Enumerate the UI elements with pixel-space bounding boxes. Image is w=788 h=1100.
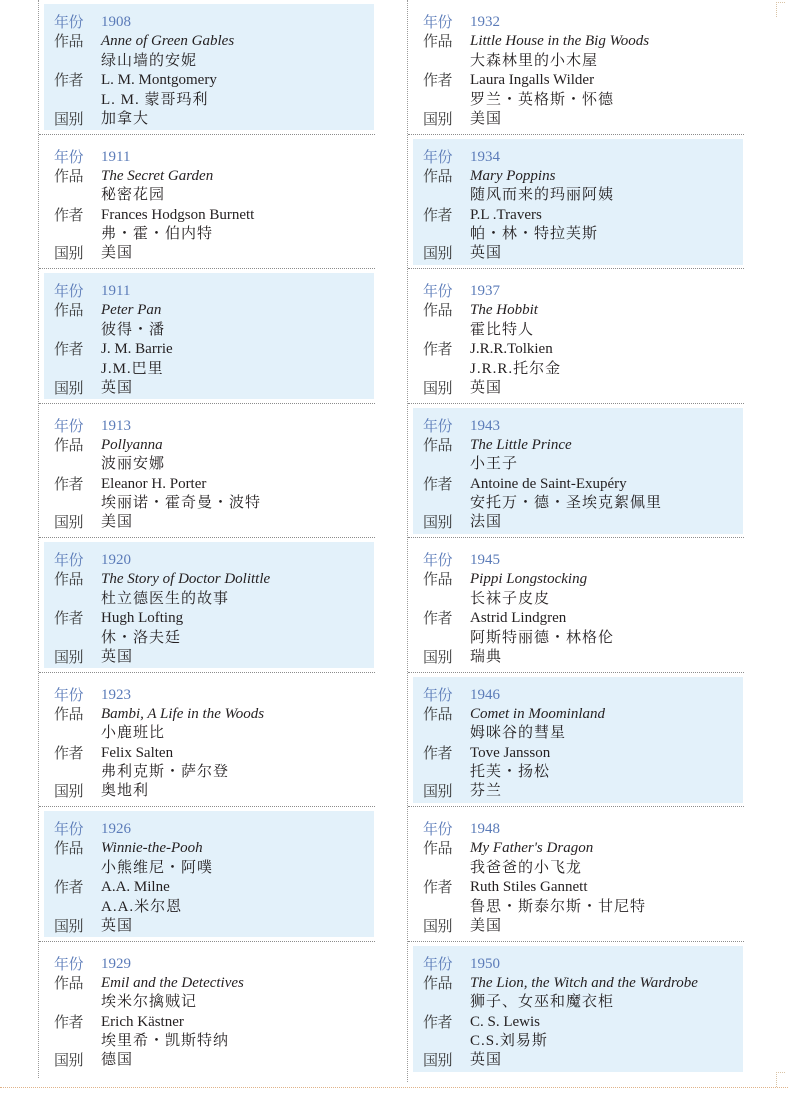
author-row: [54, 340, 374, 359]
author-chinese: 帕・林・特拉芙斯: [470, 226, 599, 243]
country-label: 国别: [423, 647, 453, 666]
country-value: 美国: [470, 917, 503, 934]
author-cn-row: [423, 494, 743, 513]
country-value: 英国: [470, 1052, 503, 1069]
title-chinese: 埃米尔擒贼记: [101, 994, 198, 1011]
work-row: [423, 301, 743, 320]
title-english: The Lion, the Witch and the Wardrobe: [470, 974, 698, 991]
author-row: [423, 206, 743, 225]
title-chinese: 波丽安娜: [101, 456, 166, 473]
country-value: 德国: [101, 1052, 134, 1069]
country-value: 英国: [470, 379, 503, 396]
author-label: 作者: [54, 1012, 84, 1031]
year-value: 1926: [101, 821, 131, 837]
title-chinese: 小王子: [470, 456, 519, 473]
title-chinese: 大森林里的小木屋: [470, 52, 599, 69]
title-english: Pollyanna: [101, 436, 163, 453]
work-row: [423, 570, 743, 589]
country-row: [423, 782, 743, 801]
author-label: 作者: [54, 743, 84, 762]
book-entry: [408, 269, 744, 404]
author-row: [54, 475, 374, 494]
country-row: [423, 648, 743, 667]
country-label: 国别: [54, 1051, 84, 1070]
year-label: 年份: [54, 551, 84, 569]
book-entry-body: [413, 273, 743, 399]
title-english: Anne of Green Gables: [101, 33, 235, 50]
author-row: [423, 71, 743, 90]
book-entry: [408, 807, 744, 942]
year-value: 1948: [470, 821, 500, 837]
title-chinese: 彼得・潘: [101, 321, 166, 338]
book-entry: [39, 404, 375, 539]
work-row: [54, 32, 374, 51]
work-label: 作品: [54, 704, 84, 723]
author-label: 作者: [423, 205, 453, 224]
book-entry: [39, 673, 375, 808]
book-entry-body: [413, 542, 743, 668]
work-cn-row: [54, 455, 374, 474]
author-cn-row: [423, 629, 743, 648]
year-row: [54, 551, 374, 570]
title-chinese: 秘密花园: [101, 187, 166, 204]
year-row: [423, 686, 743, 705]
country-row: [54, 917, 374, 936]
title-english: Pippi Longstocking: [470, 571, 588, 588]
author-english: Antoine de Saint-Exupéry: [470, 475, 627, 492]
title-english: The Secret Garden: [101, 167, 214, 184]
year-value: 1946: [470, 686, 500, 703]
author-row: [423, 1013, 743, 1032]
author-label: 作者: [54, 609, 84, 628]
title-english: The Hobbit: [470, 302, 538, 319]
country-row: [54, 648, 374, 667]
year-label: 年份: [54, 954, 84, 973]
work-row: [54, 436, 374, 455]
year-row: [54, 686, 374, 705]
author-chinese: L. M. 蒙哥玛利: [101, 91, 209, 108]
author-cn-row: [423, 898, 743, 917]
book-entry: [408, 0, 744, 135]
country-label: 国别: [54, 916, 84, 935]
country-row: [54, 244, 374, 263]
work-cn-row: [423, 724, 743, 743]
country-label: 国别: [54, 378, 84, 397]
year-value: 1913: [101, 417, 131, 434]
work-cn-row: [423, 993, 743, 1012]
title-chinese: 随风而来的玛丽阿姨: [470, 187, 615, 204]
author-label: 作者: [423, 71, 453, 90]
work-cn-row: [423, 186, 743, 205]
year-value: 1911: [101, 148, 131, 165]
work-label: 作品: [54, 570, 84, 589]
author-english: A.A. Milne: [101, 879, 170, 896]
year-value: 1920: [101, 552, 131, 568]
title-english: Mary Poppins: [470, 167, 556, 184]
author-english: Erich Kästner: [101, 1013, 184, 1030]
author-label: 作者: [54, 474, 84, 493]
author-chinese: 休・洛夫廷: [101, 629, 182, 646]
book-entry-body: [44, 139, 374, 265]
work-row: [423, 705, 743, 724]
left-column: [38, 0, 375, 1078]
year-value: 1950: [470, 955, 500, 972]
country-value: 瑞典: [470, 648, 503, 665]
year-label: 年份: [54, 282, 84, 300]
book-entry: [408, 135, 744, 270]
author-english: P.L .Travers: [470, 206, 542, 223]
work-row: [423, 974, 743, 993]
country-label: 国别: [423, 109, 453, 128]
work-cn-row: [423, 321, 743, 340]
author-english: J. M. Barrie: [101, 341, 173, 358]
work-row: [54, 301, 374, 320]
book-entry-body: [413, 4, 743, 130]
author-row: [54, 878, 374, 897]
author-english: Eleanor H. Porter: [101, 475, 207, 492]
author-row: [54, 744, 374, 763]
author-english: Frances Hodgson Burnett: [101, 206, 255, 223]
country-label: 国别: [423, 244, 453, 263]
author-cn-row: [54, 898, 374, 917]
country-label: 国别: [54, 244, 84, 263]
title-chinese: 霍比特人: [470, 321, 535, 338]
right-column: [407, 0, 744, 1082]
book-entry-body: [44, 273, 374, 399]
country-row: [423, 1051, 743, 1070]
year-label: 年份: [54, 685, 84, 704]
work-cn-row: [423, 590, 743, 609]
year-label: 年份: [423, 147, 453, 166]
author-cn-row: [54, 1032, 374, 1051]
book-entry: [39, 135, 375, 270]
title-english: Emil and the Detectives: [101, 974, 244, 991]
author-chinese: J.M.巴里: [101, 360, 164, 377]
year-row: [54, 282, 374, 301]
year-value: 1934: [470, 148, 500, 165]
year-row: [423, 955, 743, 974]
country-label: 国别: [423, 916, 453, 935]
author-label: 作者: [54, 340, 84, 359]
work-label: 作品: [423, 839, 453, 858]
country-label: 国别: [423, 378, 453, 397]
book-entry-body: [44, 677, 374, 803]
author-cn-row: [423, 1032, 743, 1051]
title-chinese: 我爸爸的小飞龙: [470, 859, 583, 876]
author-cn-row: [54, 763, 374, 782]
country-row: [423, 513, 743, 532]
year-row: [54, 417, 374, 436]
title-chinese: 狮子、女巫和魔衣柜: [470, 994, 615, 1011]
author-chinese: 罗兰・英格斯・怀德: [470, 91, 615, 108]
work-label: 作品: [54, 435, 84, 454]
year-label: 年份: [423, 13, 453, 31]
title-chinese: 小熊维尼・阿噗: [101, 859, 214, 876]
country-value: 英国: [101, 917, 134, 934]
author-chinese: 托芙・扬松: [470, 764, 551, 781]
country-row: [54, 513, 374, 532]
title-english: The Little Prince: [470, 436, 572, 453]
author-cn-row: [423, 225, 743, 244]
year-row: [423, 820, 743, 839]
work-label: 作品: [423, 704, 453, 723]
work-label: 作品: [423, 166, 453, 185]
year-label: 年份: [423, 685, 453, 704]
year-value: 1937: [470, 283, 500, 299]
year-row: [54, 955, 374, 974]
author-row: [423, 609, 743, 628]
book-entry: [408, 942, 744, 1077]
author-cn-row: [54, 91, 374, 110]
title-english: My Father's Dragon: [470, 840, 594, 857]
work-row: [423, 436, 743, 455]
country-row: [423, 110, 743, 129]
book-entry-body: [44, 542, 374, 668]
author-row: [54, 71, 374, 90]
author-english: Astrid Lindgren: [470, 610, 567, 627]
author-label: 作者: [423, 609, 453, 628]
country-value: 加拿大: [101, 110, 150, 127]
year-value: 1945: [470, 552, 500, 568]
year-row: [54, 820, 374, 839]
title-chinese: 姆咪谷的彗星: [470, 725, 567, 742]
country-row: [54, 782, 374, 801]
work-label: 作品: [54, 166, 84, 185]
book-entry: [39, 538, 375, 673]
year-value: 1929: [101, 955, 131, 972]
author-chinese: A.A.米尔恩: [101, 898, 183, 915]
title-english: Bambi, A Life in the Woods: [101, 705, 265, 722]
author-chinese: J.R.R.托尔金: [470, 360, 562, 377]
country-value: 英国: [101, 379, 134, 396]
country-label: 国别: [423, 782, 453, 801]
book-entry-body: [413, 677, 743, 803]
author-row: [423, 744, 743, 763]
crop-mark-icon: [776, 2, 785, 17]
book-entry-body: [44, 4, 374, 130]
work-cn-row: [423, 52, 743, 71]
country-row: [423, 917, 743, 936]
country-value: 法国: [470, 514, 503, 531]
work-label: 作品: [423, 973, 453, 992]
author-english: Ruth Stiles Gannett: [470, 879, 588, 896]
work-cn-row: [54, 186, 374, 205]
work-label: 作品: [54, 301, 84, 320]
author-cn-row: [423, 360, 743, 379]
year-row: [54, 148, 374, 167]
author-row: [423, 340, 743, 359]
author-label: 作者: [423, 474, 453, 493]
author-chinese: 鲁思・斯泰尔斯・甘尼特: [470, 898, 647, 915]
author-cn-row: [54, 225, 374, 244]
year-value: 1943: [470, 417, 500, 434]
country-label: 国别: [54, 782, 84, 801]
work-cn-row: [54, 993, 374, 1012]
book-entry-body: [44, 811, 374, 937]
author-label: 作者: [54, 205, 84, 224]
author-cn-row: [423, 763, 743, 782]
title-chinese: 长袜子皮皮: [470, 590, 551, 607]
crop-mark-icon: [776, 1072, 785, 1087]
author-chinese: 阿斯特丽德・林格伦: [470, 629, 615, 646]
author-label: 作者: [54, 878, 84, 897]
author-english: C. S. Lewis: [470, 1013, 541, 1030]
author-cn-row: [54, 629, 374, 648]
country-row: [54, 110, 374, 129]
country-value: 英国: [470, 245, 503, 262]
work-label: 作品: [423, 301, 453, 320]
work-row: [423, 32, 743, 51]
year-label: 年份: [54, 147, 84, 166]
country-value: 芬兰: [470, 783, 503, 800]
year-value: 1911: [101, 283, 131, 299]
year-label: 年份: [54, 13, 84, 31]
book-entry: [39, 269, 375, 404]
year-row: [423, 282, 743, 301]
year-row: [423, 148, 743, 167]
year-label: 年份: [54, 416, 84, 435]
work-label: 作品: [54, 32, 84, 51]
year-label: 年份: [423, 551, 453, 569]
year-value: 1908: [101, 14, 131, 30]
title-english: Winnie-the-Pooh: [101, 840, 203, 857]
country-row: [54, 1051, 374, 1070]
author-chinese: 弗・霍・伯内特: [101, 226, 214, 243]
title-english: Little House in the Big Woods: [470, 33, 650, 50]
year-row: [423, 551, 743, 570]
year-row: [423, 417, 743, 436]
year-label: 年份: [423, 416, 453, 435]
country-row: [423, 379, 743, 398]
year-label: 年份: [423, 282, 453, 300]
book-entry-body: [413, 139, 743, 265]
title-chinese: 杜立德医生的故事: [101, 590, 230, 607]
author-chinese: 弗利克斯・萨尔登: [101, 764, 230, 781]
book-entry-body: [413, 811, 743, 937]
author-chinese: 埃丽诺・霍奇曼・波特: [101, 495, 262, 512]
author-chinese: 埃里希・凯斯特纳: [101, 1033, 230, 1050]
year-value: 1923: [101, 686, 131, 703]
book-entry: [408, 404, 744, 539]
work-cn-row: [423, 859, 743, 878]
author-english: J.R.R.Tolkien: [470, 341, 553, 358]
country-label: 国别: [54, 647, 84, 666]
author-english: Tove Jansson: [470, 744, 551, 761]
country-value: 奥地利: [101, 783, 150, 800]
work-label: 作品: [423, 32, 453, 51]
work-cn-row: [54, 859, 374, 878]
country-row: [54, 379, 374, 398]
year-value: 1932: [470, 14, 500, 30]
year-label: 年份: [54, 820, 84, 838]
book-entry-body: [413, 408, 743, 534]
work-cn-row: [54, 590, 374, 609]
work-label: 作品: [423, 435, 453, 454]
book-entry-body: [44, 946, 374, 1072]
work-row: [423, 839, 743, 858]
author-row: [54, 1013, 374, 1032]
work-cn-row: [54, 52, 374, 71]
title-chinese: 小鹿班比: [101, 725, 166, 742]
work-row: [54, 167, 374, 186]
title-english: Peter Pan: [101, 302, 162, 319]
work-label: 作品: [423, 570, 453, 589]
author-label: 作者: [423, 878, 453, 897]
author-chinese: C.S.刘易斯: [470, 1033, 548, 1050]
work-cn-row: [54, 321, 374, 340]
work-row: [423, 167, 743, 186]
year-row: [423, 13, 743, 32]
country-label: 国别: [423, 513, 453, 532]
author-row: [54, 206, 374, 225]
book-entry: [408, 673, 744, 808]
book-entry-body: [44, 408, 374, 534]
bottom-divider: [0, 1087, 788, 1088]
work-cn-row: [423, 455, 743, 474]
work-row: [54, 705, 374, 724]
year-row: [54, 13, 374, 32]
author-english: Hugh Lofting: [101, 610, 184, 627]
author-english: Felix Salten: [101, 744, 174, 761]
country-label: 国别: [54, 513, 84, 532]
book-entry: [39, 807, 375, 942]
country-value: 英国: [101, 648, 134, 665]
country-row: [423, 244, 743, 263]
author-label: 作者: [54, 71, 84, 90]
work-cn-row: [54, 724, 374, 743]
book-entry: [39, 942, 375, 1077]
country-label: 国别: [54, 109, 84, 128]
author-english: Laura Ingalls Wilder: [470, 72, 595, 89]
title-chinese: 绿山墙的安妮: [101, 52, 198, 69]
title-english: Comet in Moominland: [470, 705, 605, 722]
work-row: [54, 974, 374, 993]
author-chinese: 安托万・德・圣埃克絮佩里: [470, 495, 663, 512]
author-cn-row: [54, 494, 374, 513]
author-row: [54, 609, 374, 628]
author-cn-row: [54, 360, 374, 379]
author-label: 作者: [423, 743, 453, 762]
book-entry: [408, 538, 744, 673]
author-row: [423, 475, 743, 494]
work-row: [54, 839, 374, 858]
author-row: [423, 878, 743, 897]
book-entry: [39, 0, 375, 135]
author-label: 作者: [423, 1012, 453, 1031]
year-label: 年份: [423, 820, 453, 838]
author-english: L. M. Montgomery: [101, 72, 217, 89]
author-cn-row: [423, 91, 743, 110]
country-value: 美国: [470, 110, 503, 127]
work-row: [54, 570, 374, 589]
work-label: 作品: [54, 973, 84, 992]
country-label: 国别: [423, 1051, 453, 1070]
country-value: 美国: [101, 514, 134, 531]
year-label: 年份: [423, 954, 453, 973]
author-label: 作者: [423, 340, 453, 359]
book-entry-body: [413, 946, 743, 1072]
country-value: 美国: [101, 245, 134, 262]
work-label: 作品: [54, 839, 84, 858]
title-english: The Story of Doctor Dolittle: [101, 571, 271, 588]
